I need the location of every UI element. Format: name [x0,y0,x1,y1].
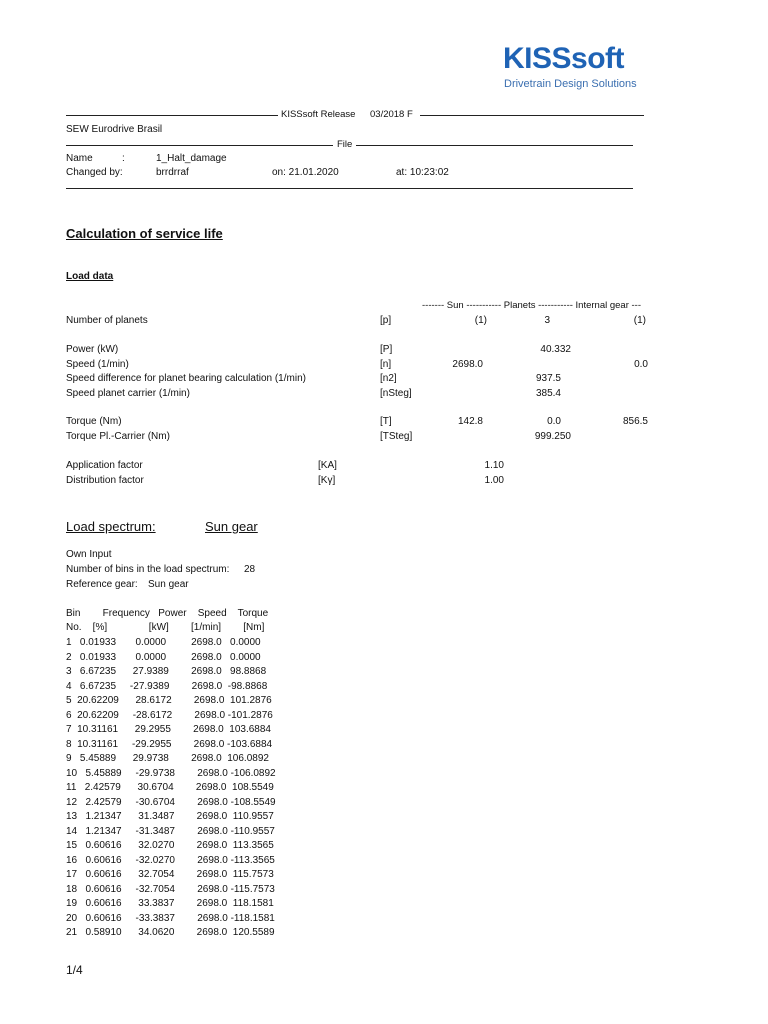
page-title: Calculation of service life [66,226,223,241]
spectrum-row: 20 0.60616 -33.3837 2698.0 -118.1581 [66,912,275,924]
name-value: 1_Halt_damage [156,153,227,164]
load-row-symbol: [TSteg] [380,431,413,442]
load-row-sun: 142.8 [457,416,483,427]
spectrum-row: 8 10.31161 -29.2955 2698.0 -103.6884 [66,738,273,750]
divider [66,188,633,189]
reference-gear-label: Reference gear: [66,579,138,590]
divider [66,145,333,146]
page-number: 1/4 [66,963,83,977]
spectrum-row: 7 10.31161 29.2955 2698.0 103.6884 [66,724,271,735]
divider [66,115,278,116]
load-row-symbol: [nSteg] [380,388,412,399]
load-row-symbol: [P] [380,344,393,355]
load-row-symbol: [p] [380,315,392,326]
spectrum-row: 16 0.60616 -32.0270 2698.0 -113.3565 [66,854,275,866]
spectrum-row: 21 0.58910 34.0620 2698.0 120.5589 [66,927,275,938]
spectrum-row: 9 5.45889 29.9738 2698.0 106.0892 [66,753,269,764]
reference-gear-value: Sun gear [148,579,189,590]
spectrum-row: 12 2.42579 -30.6704 2698.0 -108.5549 [66,796,276,808]
changed-on: on: 21.01.2020 [272,167,339,178]
spectrum-row: 2 0.01933 0.0000 2698.0 0.0000 [66,651,261,663]
divider [356,145,633,146]
file-label: File [337,139,353,150]
company-name: SEW Eurodrive Brasil [66,124,163,135]
factor-value: 1.10 [484,460,504,471]
load-row-label: Number of planets [66,315,148,326]
divider [420,115,644,116]
load-row-label: Torque Pl.-Carrier (Nm) [66,431,170,442]
release-label: KISSsoft Release [281,109,356,120]
load-row-planets: 937.5 [535,373,561,384]
changed-at: at: 10:23:02 [396,167,449,178]
load-row-label: Power (kW) [66,344,119,355]
load-row-sun: 2698.0 [452,359,483,370]
load-row-label: Speed planet carrier (1/min) [66,388,190,399]
spectrum-heading: Load spectrum: [66,519,156,534]
kisssoft-logo: KISSsoft [503,42,625,75]
load-row-label: Torque (Nm) [66,416,122,427]
load-row-ring: 856.5 [622,416,648,427]
load-data-column-header: ------- Sun ----------- Planets ----------- Internal gear --- [422,300,642,311]
release-value: 03/2018 F [370,109,413,120]
load-row-ring: (1) [633,315,646,326]
load-row-symbol: [n] [380,359,392,370]
spectrum-row: 19 0.60616 33.3837 2698.0 118.1581 [66,898,274,909]
spectrum-row: 4 6.67235 -27.9389 2698.0 -98.8868 [66,680,268,692]
spectrum-row: 6 20.62209 -28.6172 2698.0 -101.2876 [66,709,273,721]
changed-by-value: brrdrraf [156,167,189,178]
spectrum-row: 13 1.21347 31.3487 2698.0 110.9557 [66,811,274,822]
spectrum-gear: Sun gear [205,519,258,534]
load-row-label: Speed difference for planet bearing calculation (1/min) [66,373,306,384]
logo-tagline: Drivetrain Design Solutions [504,78,637,90]
load-data-heading: Load data [66,271,114,282]
bins-value: 28 [244,564,256,575]
load-row-planets: 40.332 [540,344,571,355]
spectrum-header-row: Bin Frequency Power Speed Torque [66,608,269,619]
spectrum-row: 11 2.42579 30.6704 2698.0 108.5549 [66,782,274,793]
factor-label: Distribution factor [66,475,144,486]
spectrum-row: 1 0.01933 0.0000 2698.0 0.0000 [66,637,261,648]
factor-value: 1.00 [484,475,504,486]
spectrum-row: 5 20.62209 28.6172 2698.0 101.2876 [66,695,272,706]
load-row-symbol: [T] [380,416,392,427]
load-row-symbol: [n2] [380,373,397,384]
spectrum-row: 17 0.60616 32.7054 2698.0 115.7573 [66,869,274,880]
load-row-planets: 999.250 [534,431,571,442]
spectrum-row: 14 1.21347 -31.3487 2698.0 -110.9557 [66,825,275,837]
own-input-label: Own Input [66,549,112,560]
factor-symbol: [KA] [318,460,337,471]
changed-by-label: Changed by: [66,167,123,178]
spectrum-units-row: No. [%] [kW] [1/min] [Nm] [66,622,265,633]
name-separator: : [122,153,125,164]
load-row-planets: 0.0 [547,416,561,427]
load-row-sun: (1) [474,315,487,326]
factor-label: Application factor [66,460,143,471]
factor-symbol: [Kγ] [318,475,336,486]
load-row-ring: 0.0 [634,359,648,370]
spectrum-row: 10 5.45889 -29.9738 2698.0 -106.0892 [66,767,276,779]
name-label: Name [66,153,93,164]
load-row-label: Speed (1/min) [66,359,129,370]
bins-label: Number of bins in the load spectrum: [66,564,230,575]
spectrum-row: 3 6.67235 27.9389 2698.0 98.8868 [66,666,267,677]
spectrum-row: 15 0.60616 32.0270 2698.0 113.3565 [66,840,274,851]
load-row-planets: 385.4 [535,388,561,399]
load-row-planets: 3 [544,315,550,326]
spectrum-row: 18 0.60616 -32.7054 2698.0 -115.7573 [66,883,275,895]
